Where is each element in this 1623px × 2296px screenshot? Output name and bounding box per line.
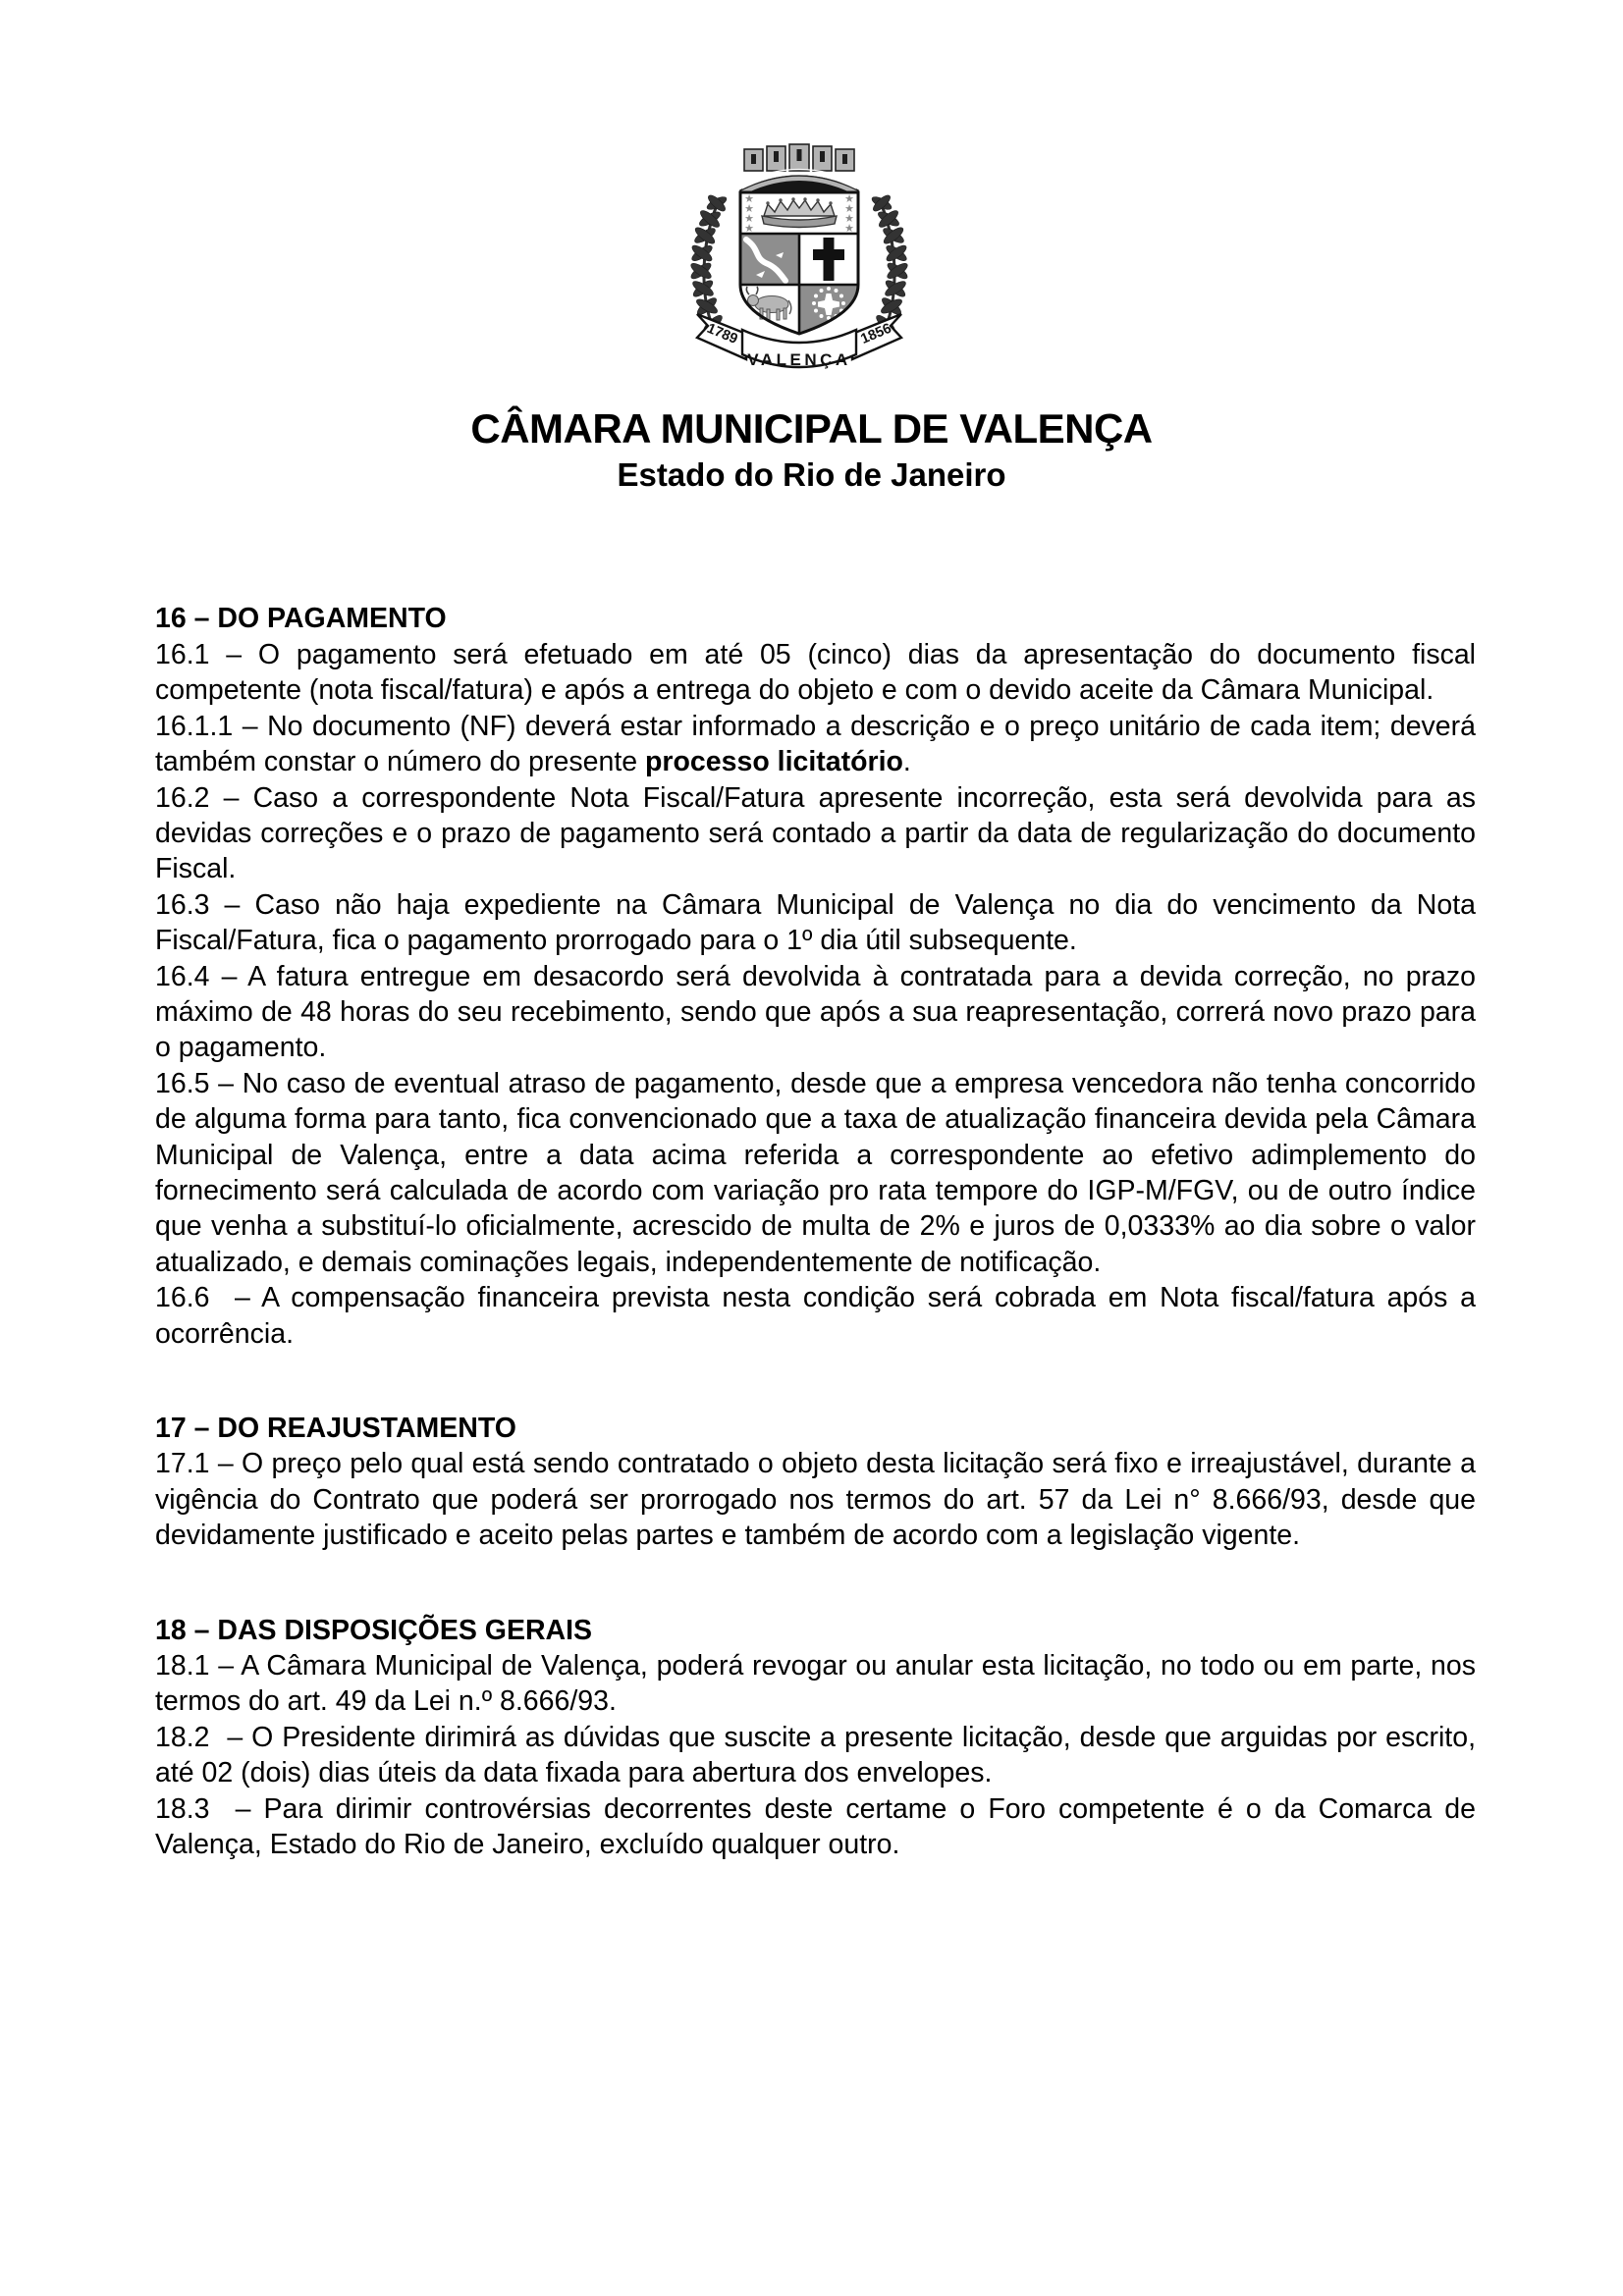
banner-year-right: 1856 [857, 320, 893, 347]
paragraph-16-4: 16.4 – A fatura entregue em desacordo será devolvida à contratada para a devida correção, no prazo máximo de 48 horas do seu recebimento, sendo que após a sua reapresentação, correrá novo prazo para o pagamento. [155, 960, 1476, 1064]
paragraph-16-6: 16.6 – A compensação financeira prevista nesta condição será cobrada em Nota fiscal/fatura após a ocorrência. [155, 1282, 1476, 1350]
paragraph-18-2: 18.2 – O Presidente dirimirá as dúvidas que suscite a presente licitação, desde que arguidas por escrito, até 02 (dois) dias úteis da data fixada para abertura dos envelopes. [155, 1721, 1476, 1789]
svg-text:★: ★ [843, 212, 854, 225]
section-16-pagamento [155, 601, 1476, 1352]
svg-text:★: ★ [743, 222, 754, 235]
paragraph-16-1: 16.1 – O pagamento será efetuado em até 05 (cinco) dias da apresentação do documento fiscal competente (nota fiscal/fatura) e após a entrega do objeto e com o devido aceite da Câmara Municipal. [155, 638, 1476, 707]
bold-processo-licitatorio: processo licitatório [645, 746, 903, 778]
paragraph-16-1-1 [155, 709, 1476, 780]
paragraph-17-1: 17.1 – O preço pelo qual está sendo contratado o objeto desta licitação será fixo e irreajustável, durante a vigência do Contrato que poderá ser prorrogado nos termos do art. 57 da Lei n° 8.666/93, desde que devidamente justificado e aceito pelas partes e também de acordo com a legislação vigente. [155, 1448, 1476, 1552]
left-branch-icon [688, 193, 728, 336]
section-18-disposicoes-gerais [155, 1613, 1476, 1863]
paragraph-16-1-1-text: 16.1.1 – No documento (NF) deverá estar informado a descrição e o preço unitário de cada item; deverá também constar o número do presente [155, 710, 1476, 778]
municipal-coat-of-arms [662, 139, 937, 385]
paragraph-18-3: 18.3 – Para dirimir controvérsias decorrentes deste certame o Foro competente é o da Comarca de Valença, Estado do Rio de Janeiro, excluído qualquer outro. [155, 1792, 1476, 1861]
paragraph-16-5: 16.5 – No caso de eventual atraso de pagamento, desde que a empresa vencedora não tenha concorrido de alguma forma para tanto, fica convencionado que a taxa de atualização financeira devida pela Câmara Municipal de Valença, entre a data acima referida a correspondente ao efetivo adimplemento do fornecimento será calculada de acordo com variação pro rata tempore do IGP-M/FGV, ou de outro índice que venha a substituí-lo oficialmente, acrescido de multa de 2% e juros de 0,0333% ao dia sobre o valor atualizado, e demais cominações legais, independentemente de notificação. [155, 1067, 1476, 1278]
svg-text:★: ★ [743, 202, 754, 215]
section-18-heading: 18 – DAS DISPOSIÇÕES GERAIS [155, 1614, 593, 1646]
paragraph-16-3: 16.3 – Caso não haja expediente na Câmara Municipal de Valença no dia do vencimento da Nota Fiscal/Fatura, fica o pagamento prorrogado para o 1º dia útil subsequente. [155, 888, 1476, 957]
paragraph-16-2: 16.2 – Caso a correspondente Nota Fiscal/Fatura apresente incorreção, esta será devolvida para as devidas correções e o prazo de pagamento será contado a partir da data de regularização do documento Fiscal. [155, 781, 1476, 885]
svg-text:★: ★ [743, 212, 754, 225]
paragraph-18-1: 18.1 – A Câmara Municipal de Valença, poderá revogar ou anular esta licitação, no todo ou em parte, nos termos do art. 49 da Lei n.º 8.666/93. [155, 1650, 1476, 1718]
org-title: CÂMARA MUNICIPAL DE VALENÇA [470, 405, 1153, 452]
shield-icon [740, 192, 858, 334]
svg-text:★: ★ [743, 192, 754, 205]
section-16-heading: 16 – DO PAGAMENTO [155, 603, 447, 635]
coat-of-arms-icon [662, 139, 937, 380]
svg-text:★: ★ [843, 202, 854, 215]
svg-text:★: ★ [843, 222, 854, 235]
right-branch-icon [870, 193, 909, 336]
org-subtitle: Estado do Rio de Janeiro [617, 456, 1006, 494]
document-header [0, 0, 1623, 493]
svg-text:★: ★ [843, 192, 854, 205]
banner-name: VALENÇA [746, 350, 851, 369]
banner-year-left: 1789 [704, 320, 740, 347]
mural-crown-icon [740, 144, 858, 192]
section-17-heading: 17 – DO REAJUSTAMENTO [155, 1413, 516, 1445]
section-17-reajustamento [155, 1411, 1476, 1554]
document-body [0, 601, 1623, 1862]
paragraph-16-1-1-end: . [902, 746, 911, 778]
